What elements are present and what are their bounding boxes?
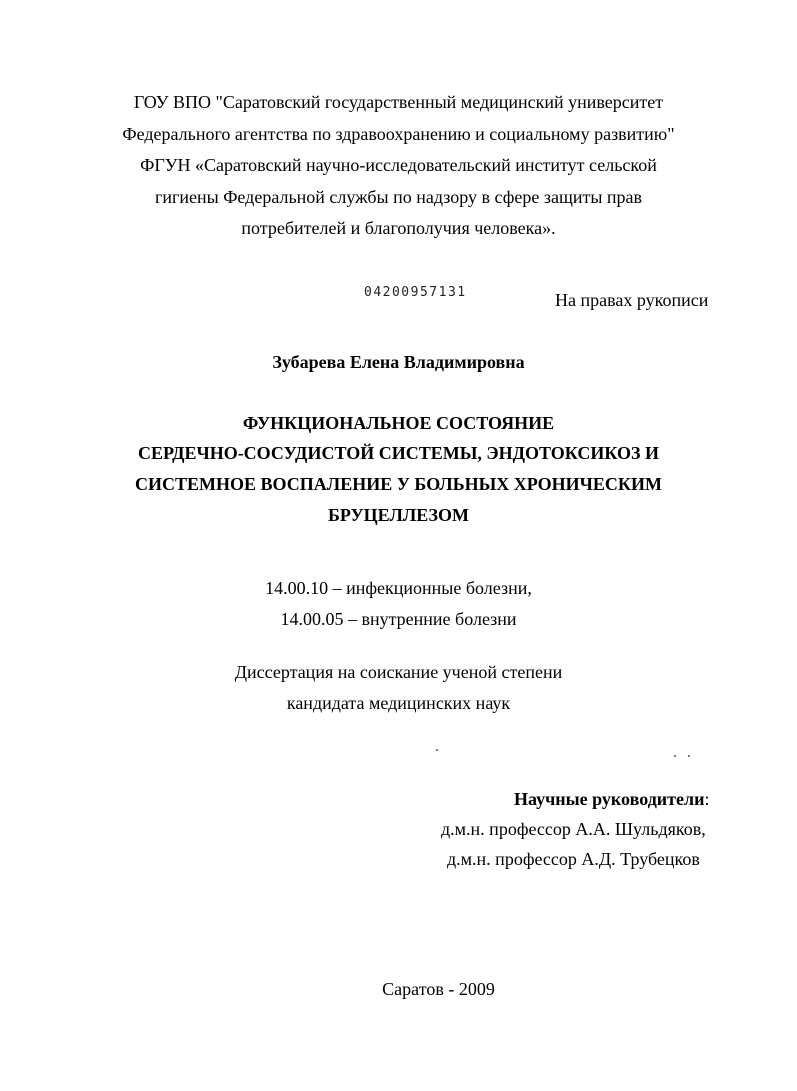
supervisors-heading-row — [514, 787, 709, 811]
scan-speck — [436, 749, 438, 751]
institution-line-2: Федерального агентства по здравоохранению и социальному развитию" — [122, 124, 675, 144]
title-line-4: БРУЦЕЛЛЕЗОМ — [328, 505, 469, 525]
title-line-1: ФУНКЦИОНАЛЬНОЕ СОСТОЯНИЕ — [242, 413, 555, 433]
manuscript-rights: На правах рукописи — [555, 290, 709, 310]
supervisors-heading: Научные руководители — [514, 789, 705, 809]
title-line-3: СИСТЕМНОЕ ВОСПАЛЕНИЕ У БОЛЬНЫХ ХРОНИЧЕСКИМ — [135, 474, 662, 494]
institution-line-3: ФГУН «Саратовский научно-исследовательский институт сельской — [140, 155, 657, 175]
institution-line-4: гигиены Федеральной службы по надзору в сфере защиты прав — [154, 187, 643, 207]
degree-line-1: Диссертация на соискание ученой степени — [234, 662, 563, 682]
title-line-2: СЕРДЕЧНО-СОСУДИСТОЙ СИСТЕМЫ, ЭНДОТОКСИКОЗ И — [138, 443, 659, 463]
degree-line-2: кандидата медицинских наук — [286, 693, 511, 713]
supervisor-2: д.м.н. профессор А.Д. Трубецков — [447, 849, 700, 869]
catalog-number: 04200957131 — [364, 285, 467, 300]
scan-speck — [674, 755, 676, 757]
supervisor-1: д.м.н. профессор А.А. Шульдяков, — [441, 819, 706, 839]
supervisors-heading-colon: : — [704, 789, 710, 809]
specialty-line-2: 14.00.05 – внутренние болезни — [280, 609, 517, 629]
scan-speck — [688, 755, 690, 757]
specialty-line-1: 14.00.10 – инфекционные болезни, — [265, 578, 532, 598]
city-year: Саратов - 2009 — [382, 979, 495, 999]
institution-line-5: потребителей и благополучия человека». — [241, 218, 556, 238]
institution-line-1: ГОУ ВПО "Саратовский государственный медицинский университет — [133, 92, 664, 112]
author-name: Зубарева Елена Владимировна — [272, 352, 525, 372]
